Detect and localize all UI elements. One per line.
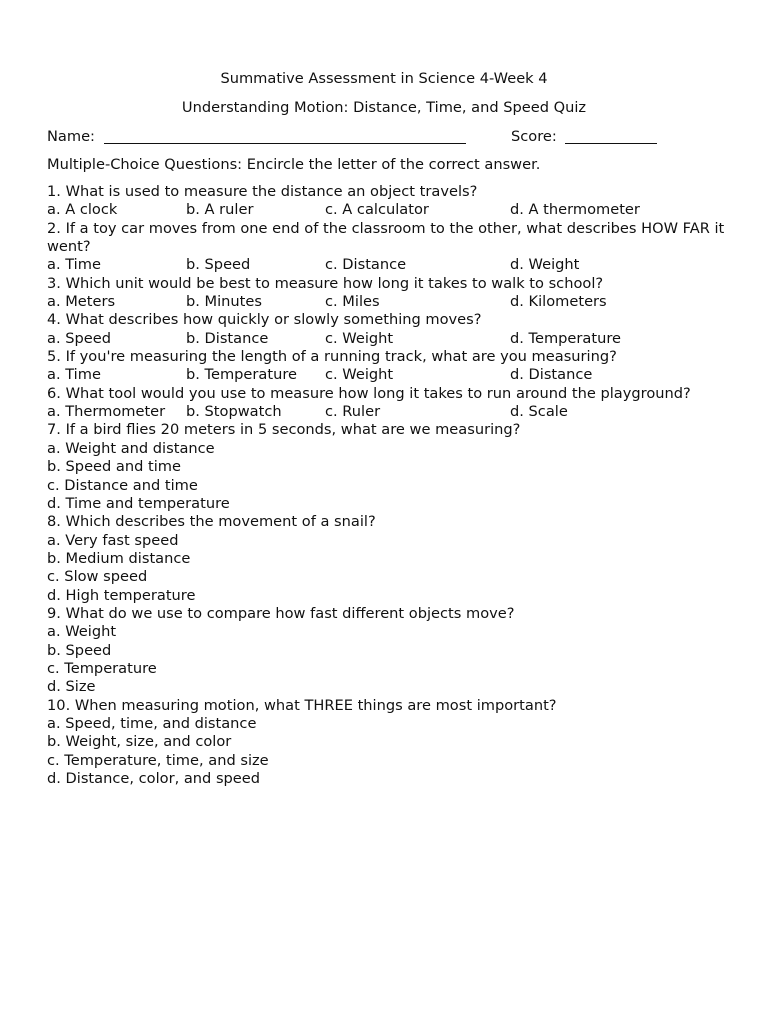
question-1: 1. What is used to measure the distance an object travels? [47,183,478,200]
options-3 [47,293,727,311]
name-blank-line[interactable] [104,143,466,144]
option-8c[interactable]: c. Slow speed [47,568,148,586]
question-7: 7. If a bird flies 20 meters in 5 seconds, what are we measuring? [47,421,521,439]
options-6 [47,403,727,421]
option-1d[interactable]: d. A thermometer [510,201,640,219]
score-label: Score: [511,128,557,145]
options-2 [47,256,727,274]
option-3c[interactable]: c. Miles [325,293,380,311]
option-3d[interactable]: d. Kilometers [510,293,607,311]
option-3b[interactable]: b. Minutes [186,293,262,311]
question-4: 4. What describes how quickly or slowly something moves? [47,311,482,329]
option-6c[interactable]: c. Ruler [325,403,381,421]
option-5a[interactable]: a. Time [47,366,101,384]
option-2a[interactable]: a. Time [47,256,101,274]
option-6d[interactable]: d. Scale [510,403,568,421]
document-title: Summative Assessment in Science 4-Week 4 [220,70,548,87]
option-9c[interactable]: c. Temperature [47,659,157,677]
option-1b[interactable]: b. A ruler [186,201,254,219]
option-10a[interactable]: a. Speed, time, and distance [47,714,257,732]
question-5: 5. If you're measuring the length of a running track, what are you measuring? [47,348,617,366]
option-5b[interactable]: b. Temperature [186,366,297,384]
option-4d[interactable]: d. Temperature [510,329,621,347]
question-2: 2. If a toy car moves from one end of the classroom to the other, what describes HOW FAR it went? [47,219,725,256]
name-score-row [47,128,727,148]
option-7c[interactable]: c. Distance and time [47,476,198,494]
options-4 [47,330,727,348]
option-4a[interactable]: a. Speed [47,329,111,347]
option-6b[interactable]: b. Stopwatch [186,403,282,421]
option-1a[interactable]: a. A clock [47,201,118,219]
document-subtitle: Understanding Motion: Distance, Time, and Speed Quiz [181,99,587,116]
option-9b[interactable]: b. Speed [47,641,112,659]
option-10b[interactable]: b. Weight, size, and color [47,733,232,751]
option-8d[interactable]: d. High temperature [47,586,196,604]
option-8b[interactable]: b. Medium distance [47,549,191,567]
question-9: 9. What do we use to compare how fast different objects move? [47,604,515,622]
question-8: 8. Which describes the movement of a snail? [47,513,376,531]
question-3: 3. Which unit would be best to measure how long it takes to walk to school? [47,274,604,292]
option-4b[interactable]: b. Distance [186,329,269,347]
name-label: Name: [47,128,95,145]
question-10: 10. When measuring motion, what THREE things are most important? [47,696,557,714]
question-6: 6. What tool would you use to measure how long it takes to run around the playground? [47,384,691,402]
option-10d[interactable]: d. Distance, color, and speed [47,770,261,787]
options-5 [47,366,727,384]
score-blank-line[interactable] [565,143,657,144]
option-2c[interactable]: c. Distance [325,256,407,274]
option-7d[interactable]: d. Time and temperature [47,494,230,512]
question-list [47,183,727,788]
option-7a[interactable]: a. Weight and distance [47,439,215,457]
option-9a[interactable]: a. Weight [47,623,117,641]
option-10c[interactable]: c. Temperature, time, and size [47,751,269,769]
options-1 [47,201,727,219]
option-9d[interactable]: d. Size [47,678,96,696]
option-2b[interactable]: b. Speed [186,256,251,274]
option-6a[interactable]: a. Thermometer [47,403,166,421]
instructions: Multiple-Choice Questions: Encircle the letter of the correct answer. [47,156,541,173]
option-1c[interactable]: c. A calculator [325,201,429,219]
option-2d[interactable]: d. Weight [510,256,580,274]
option-3a[interactable]: a. Meters [47,293,116,311]
option-5c[interactable]: c. Weight [325,366,394,384]
option-7b[interactable]: b. Speed and time [47,458,181,476]
option-5d[interactable]: d. Distance [510,366,593,384]
option-4c[interactable]: c. Weight [325,329,394,347]
option-8a[interactable]: a. Very fast speed [47,531,179,549]
